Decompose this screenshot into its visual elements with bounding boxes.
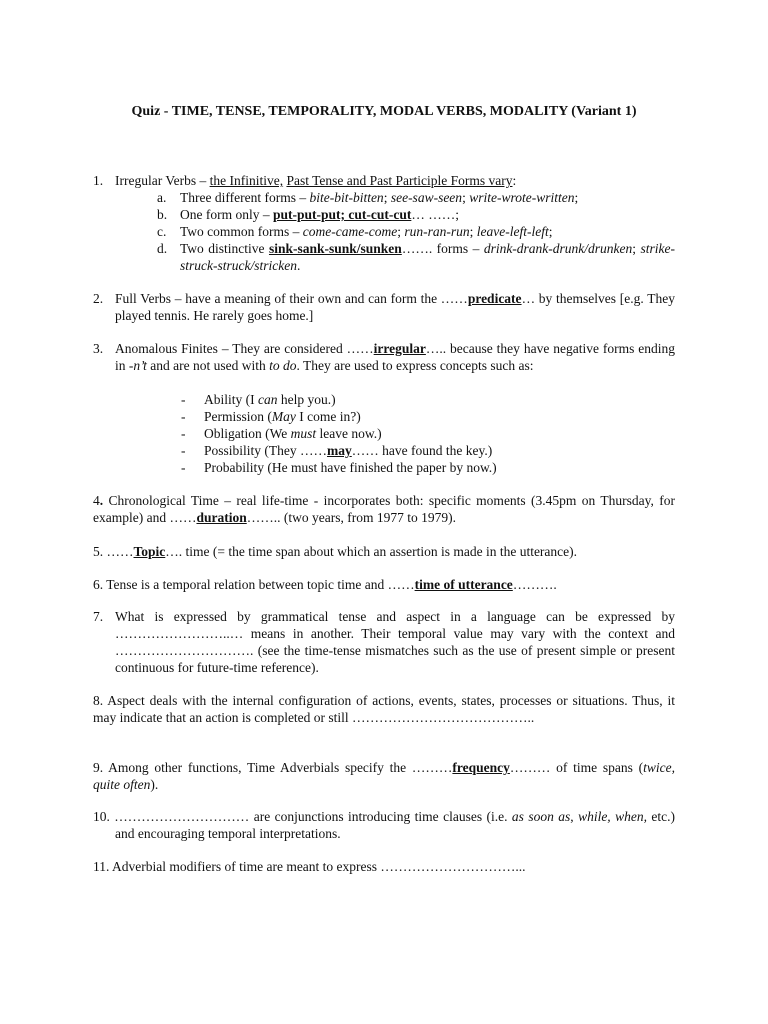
q1-item-c: c. Two common forms – come-came-come; run-ran-run; leave-left-left;: [157, 224, 553, 239]
question-number: 1.: [93, 173, 104, 188]
question-10: 10. ………………………… are conjunctions introducing time clauses (i.e. as soon as, while, when, etc.) and encouraging temporal interpretations.: [93, 809, 676, 841]
question-3: 3. Anomalous Finites – They are considered ……irregular….. because they have negative forms ending in -n’t and are not used with to do. They are used to express concepts such as:: [93, 341, 675, 373]
answer-text: Topic: [133, 544, 166, 559]
underlined-phrase: Past Tense and Past Participle Forms vary: [286, 173, 513, 188]
answer-text: frequency: [452, 760, 510, 775]
page-title: Quiz - TIME, TENSE, TEMPORALITY, MODAL VERBS, MODALITY (Variant 1): [131, 104, 637, 119]
answer-text: sink-sank-sunk/sunken: [268, 241, 402, 256]
answer-text: irregular: [373, 341, 426, 356]
q3-item-obligation: - Obligation (We must leave now.): [181, 426, 382, 441]
answer-text: predicate: [467, 291, 522, 306]
answer-text: put-put-put; cut-cut-cut: [272, 207, 412, 222]
q1-item-d: d. Two distinctive sink-sank-sunk/sunken……. forms – drink-drank-drunk/drunken; strike-struck-struck/stricken.: [157, 241, 675, 273]
q3-item-ability: - Ability (I can help you.): [181, 392, 336, 407]
question-11: 11. Adverbial modifiers of time are meant to express …………………………...: [93, 859, 526, 874]
q1-item-b: b. One form only – put-put-put; cut-cut-cut… ……;: [157, 207, 459, 222]
question-7: 7. What is expressed by grammatical tense and aspect in a language can be expressed by ……………………..… means in another. Their temporal value may vary with the context and …………………………. (see the time-tense mismatches such as the use of present simple or present continuous for future-time reference).: [93, 609, 675, 675]
answer-text: duration: [196, 510, 247, 525]
answer-text: may: [327, 443, 352, 458]
q3-item-probability: - Probability (He must have finished the paper by now.): [181, 460, 497, 475]
q3-item-possibility: - Possibility (They ……may…… have found the key.): [181, 443, 493, 458]
question-1: 1. Irregular Verbs – the Infinitive, Past Tense and Past Participle Forms vary:: [93, 173, 517, 188]
question-5: 5. ……Topic…. time (= the time span about which an assertion is made in the utterance).: [93, 544, 578, 559]
question-8: 8. Aspect deals with the internal configuration of actions, events, states, processes or situations. Thus, it may indicate that an action is completed or still …………………………………..: [93, 693, 675, 725]
question-6: 6. Tense is a temporal relation between topic time and ……time of utterance……….: [93, 577, 557, 592]
answer-text: time of utterance: [414, 577, 513, 592]
underlined-phrase: the Infinitive,: [209, 173, 284, 188]
question-2: 2. Full Verbs – have a meaning of their own and can form the ……predicate… by themselves [e.g. They played tennis. He rarely goes home.]: [93, 291, 675, 323]
question-9: 9. Among other functions, Time Adverbials specify the ………frequency……… of time spans (twice, quite often).: [93, 760, 675, 792]
question-4: 4. Chronological Time – real life-time - incorporates both: specific moments (3.45pm on Thursday, for example) and ……duration…….. (two years, from 1977 to 1979).: [93, 493, 675, 525]
q1-item-a: a. Three different forms – bite-bit-bitten; see-saw-seen; write-wrote-written;: [157, 190, 579, 205]
q3-item-permission: - Permission (May I come in?): [181, 409, 361, 424]
